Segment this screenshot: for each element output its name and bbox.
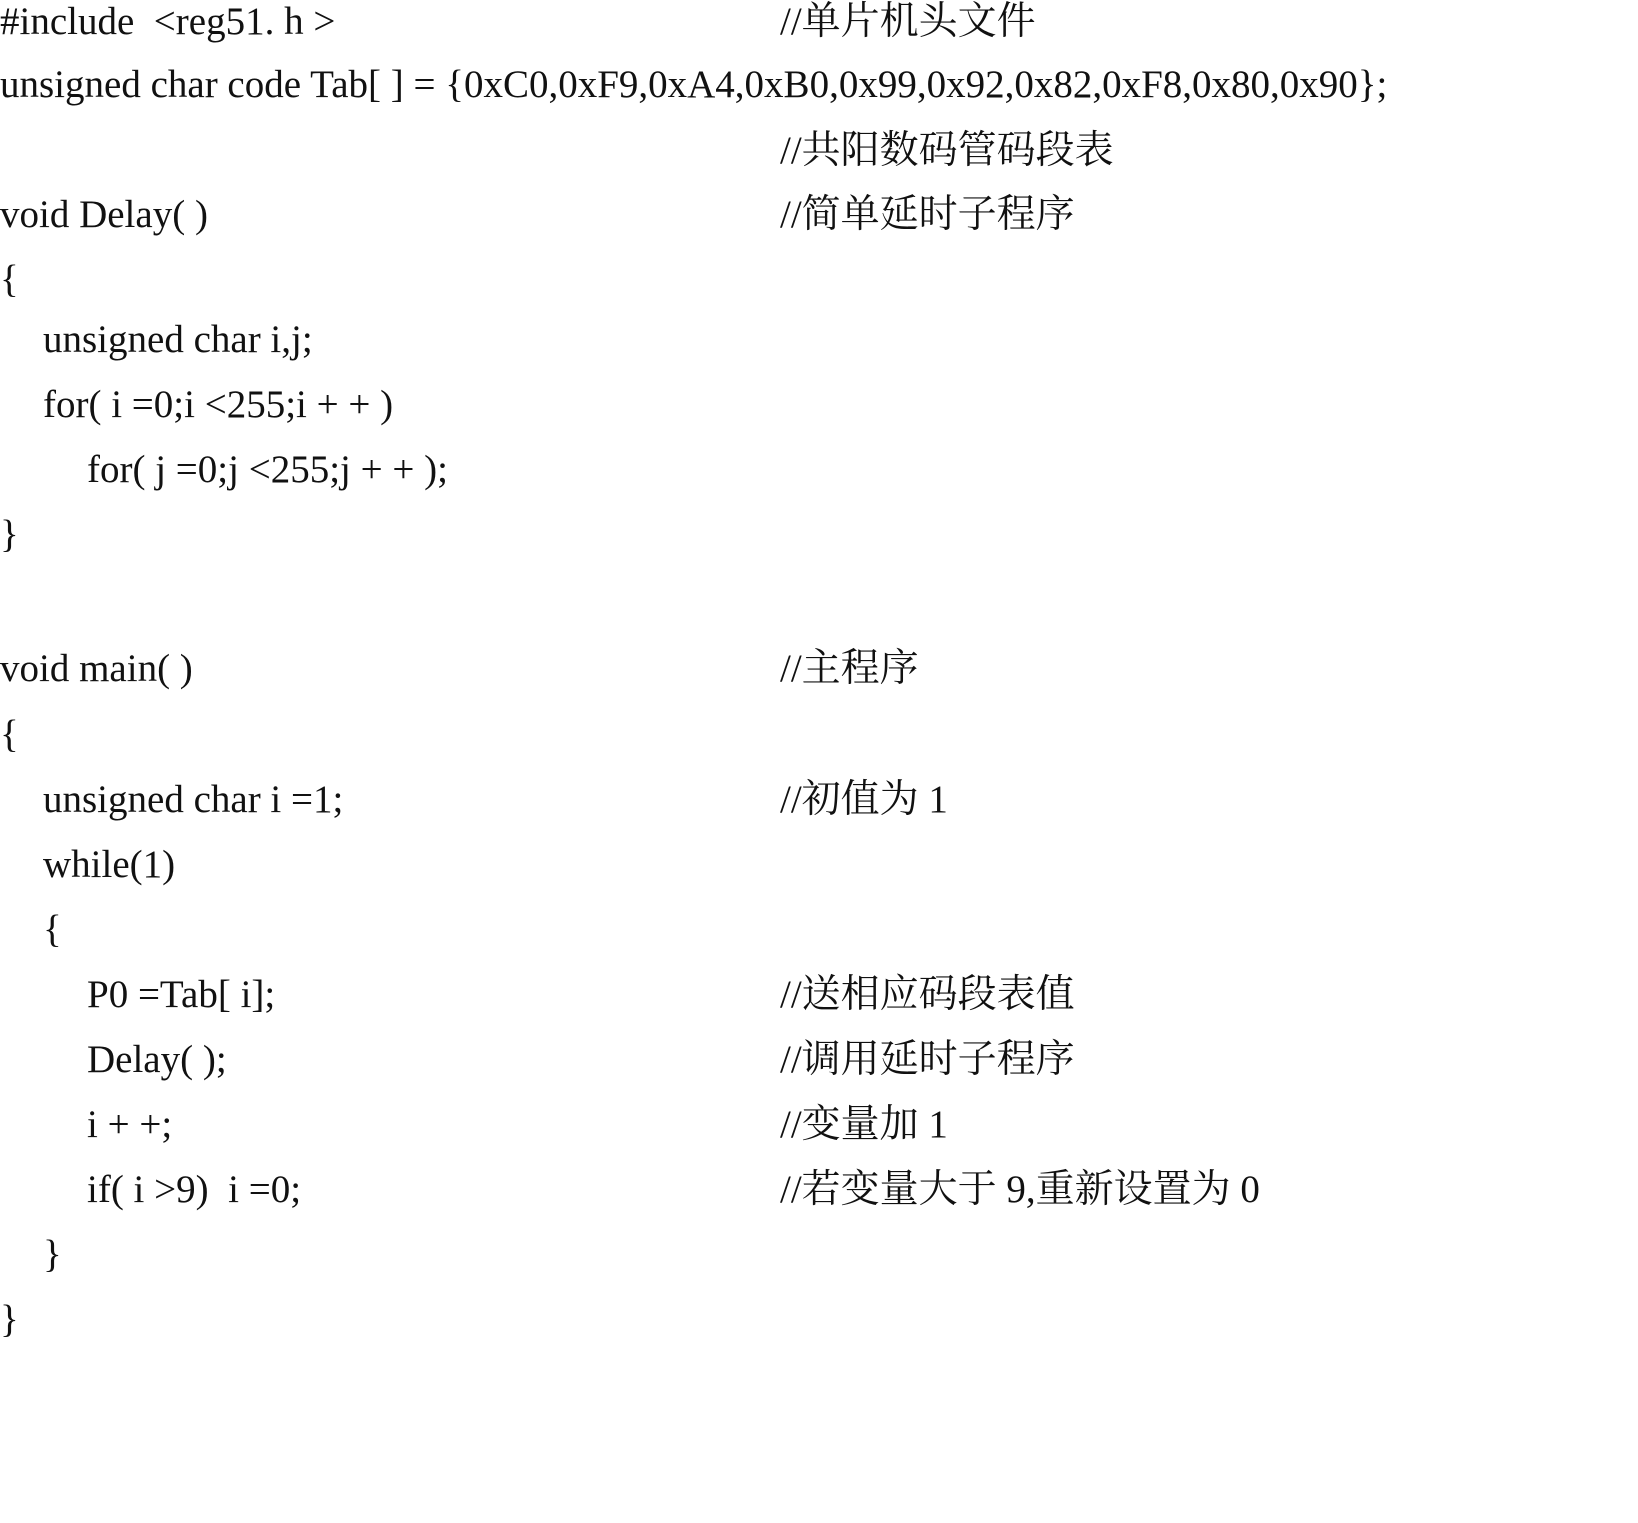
code-text: Delay( ); [87, 1038, 227, 1081]
code-text: unsigned char code Tab[ ] = {0xC0,0xF9,0xA4,0xB0,0x99,0x92,0x82,0xF8,0x80,0x90}; [0, 63, 1388, 106]
code-text: if( i >9) i =0; [87, 1168, 302, 1211]
code-line-table-comment [0, 122, 1638, 180]
code-text: { [43, 908, 62, 951]
code-line-reset-condition [0, 1161, 1638, 1219]
code-line-outer-loop [0, 376, 1638, 434]
code-text: void main( ) [0, 647, 193, 690]
code-line-main-function [0, 640, 1638, 698]
code-line-delay-function [0, 186, 1638, 244]
code-text: for( i =0;i <255;i + + ) [43, 383, 394, 426]
code-text: unsigned char i =1; [43, 778, 344, 821]
code-line-delay-close-brace [0, 506, 1638, 564]
code-text: void Delay( ) [0, 193, 208, 236]
code-line-inner-loop [0, 441, 1638, 499]
code-text: #include <reg51. h > [0, 0, 336, 43]
code-line-main-close-brace [0, 1291, 1638, 1349]
code-line-while-open-brace [0, 901, 1638, 959]
code-line-main-open-brace [0, 706, 1638, 764]
code-line-assign-p0 [0, 966, 1638, 1024]
code-line-while [0, 836, 1638, 894]
code-line-include [0, 0, 1638, 51]
code-text: { [0, 258, 19, 301]
code-text: unsigned char i,j; [43, 318, 313, 361]
code-line-while-close-brace [0, 1226, 1638, 1284]
code-comment: //调用延时子程序 [780, 1038, 1075, 1081]
code-text: } [0, 1298, 19, 1341]
code-text: for( j =0;j <255;j + + ); [87, 448, 448, 491]
code-line-call-delay [0, 1031, 1638, 1089]
code-comment: //简单延时子程序 [780, 193, 1075, 236]
code-comment: //单片机头文件 [780, 0, 1036, 43]
code-comment: //初值为 1 [780, 778, 948, 821]
code-line-delay-variables [0, 311, 1638, 369]
code-text: } [0, 513, 19, 556]
code-line-delay-open-brace [0, 251, 1638, 309]
code-text: P0 =Tab[ i]; [87, 973, 276, 1016]
code-line-table [0, 56, 1638, 114]
code-text: { [0, 713, 19, 756]
code-comment: //送相应码段表值 [780, 973, 1075, 1016]
code-line-increment [0, 1096, 1638, 1154]
code-text: i + +; [87, 1103, 173, 1146]
code-text: } [43, 1233, 62, 1276]
code-comment: //主程序 [780, 647, 919, 690]
code-comment: //共阳数码管码段表 [780, 129, 1114, 172]
code-text: while(1) [43, 843, 176, 886]
code-line-blank [0, 571, 1638, 629]
code-comment: //变量加 1 [780, 1103, 948, 1146]
code-comment: //若变量大于 9,重新设置为 0 [780, 1168, 1260, 1211]
code-line-main-variable [0, 771, 1638, 829]
